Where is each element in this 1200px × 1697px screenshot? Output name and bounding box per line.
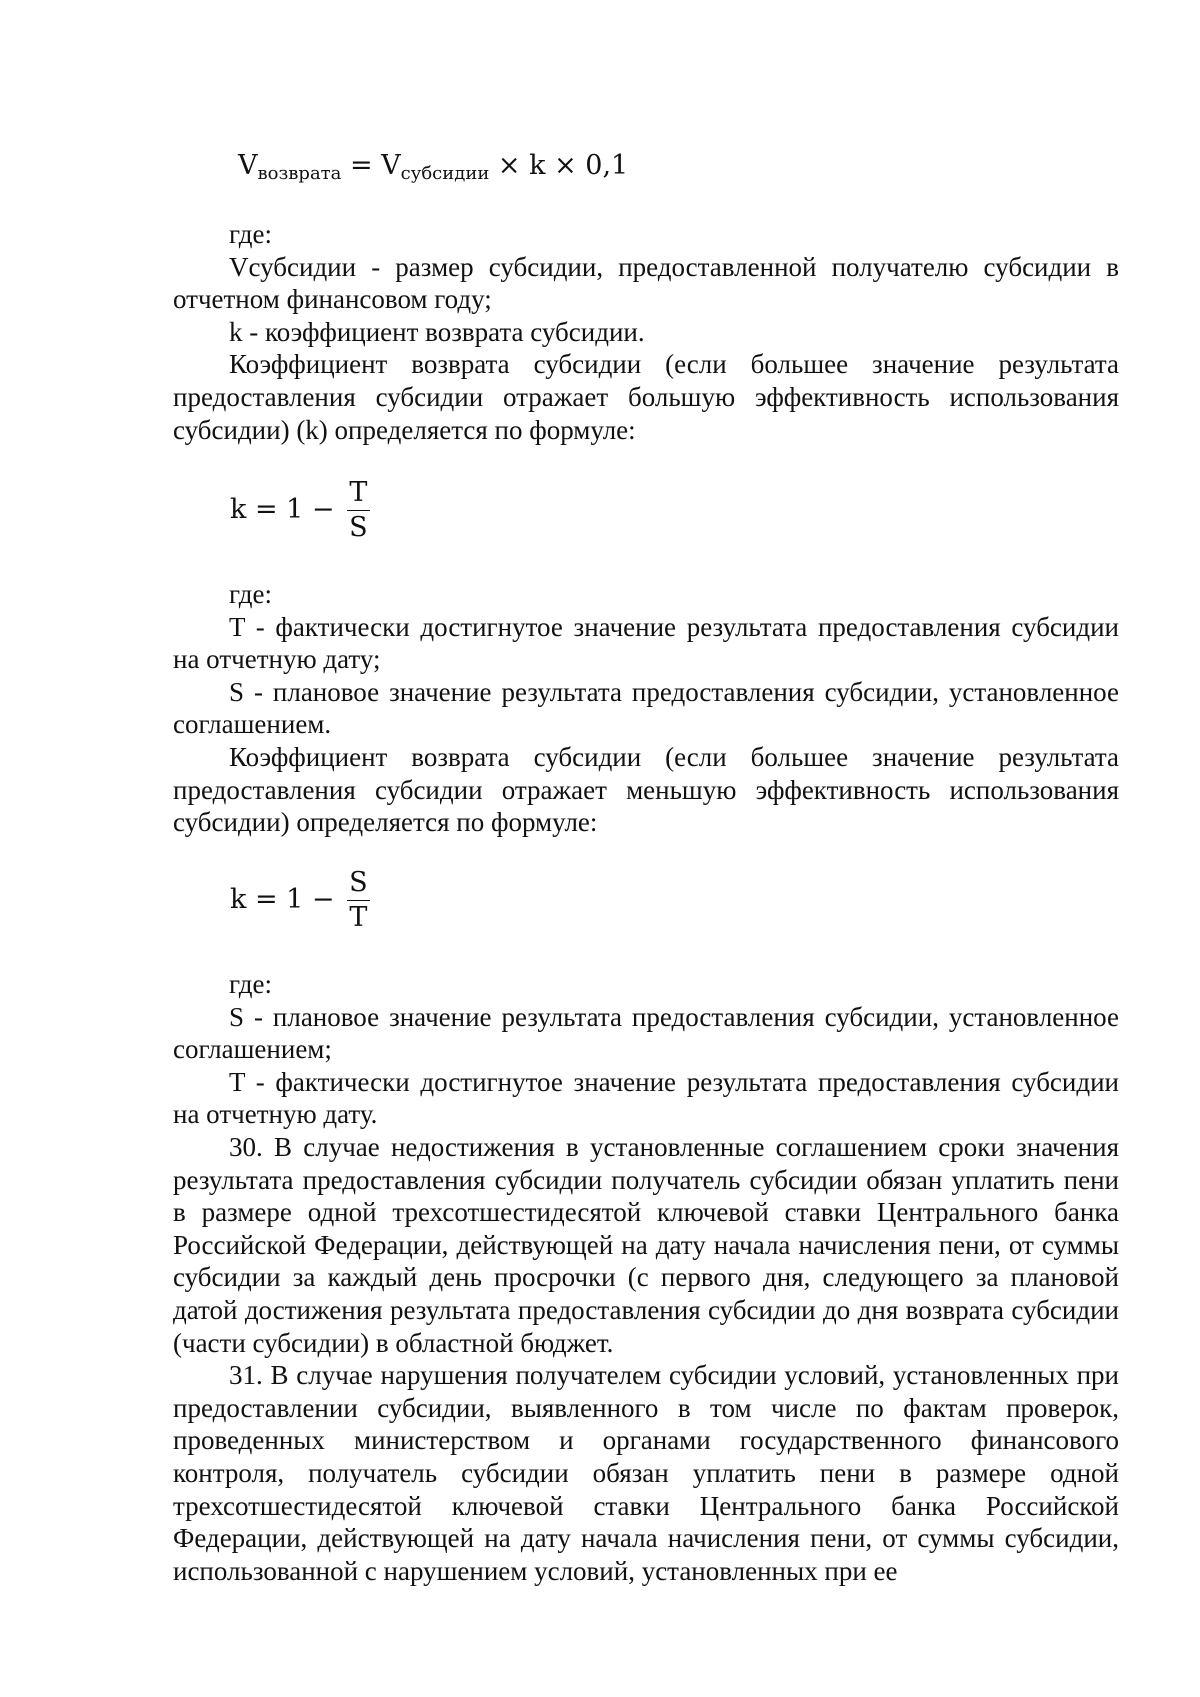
formula-coefficient-1 — [230, 478, 370, 543]
paragraph: T - фактически достигнутое значение результата предоставления субсидии на отчетную дату. — [173, 1066, 1119, 1130]
paragraph: Коэффициент возврата субсидии (если большее значение результата предоставления субсидии отражает большую эффективность использования субсидии) (k) определяется по формуле: — [173, 349, 1119, 445]
paragraph: где: — [229, 969, 272, 999]
formula-equals: = — [341, 150, 382, 181]
formula-v-refund: V — [238, 150, 258, 181]
formula-rest: × k × 0,1 — [489, 150, 629, 181]
text-block-3 — [173, 968, 1119, 1587]
formula-v-subsidy: V — [381, 150, 401, 181]
text-block-2 — [173, 578, 1119, 839]
paragraph: где: — [229, 579, 272, 609]
paragraph: 30. В случае недостижения в установленные соглашением сроки значения результата предоставления субсидии получатель субсидии обязан уплатить пени в размере одной трехсотшестидесятой ключевой ставки Центрального банка Российской Федерации, действующей на дату начала начисления пени, от суммы субсидии за каждый день просрочки (с первого дня, следующего за плановой датой достижения результата предоставления субсидии до дня возврата субсидии (части субсидии) в областной бюджет. — [173, 1131, 1119, 1358]
paragraph: S - плановое значение результата предоставления субсидии, установленное соглашением; — [173, 1001, 1119, 1065]
formula-sub-refund: возврата — [257, 163, 342, 184]
formula-sub-subsidy: субсидии — [400, 163, 490, 184]
text-block-1 — [173, 218, 1119, 446]
paragraph: Коэффициент возврата субсидии (если большее значение результата предоставления субсидии отражает меньшую эффективность использования субсидии) определяется по формуле: — [173, 741, 1119, 838]
paragraph: 31. В случае нарушения получателем субсидии условий, установленных при предоставлении субсидии, выявленного в том числе по фактам проверок, проведенных министерством и органами государственного финансового контроля, получатель субсидии обязан уплатить пени в размере одной трехсотшестидесятой ключевой ставки Центрального банка Российской Федерации, действующей на дату начала начисления пени, от суммы субсидии, использованной с нарушением условий, установленных при ее — [173, 1360, 1119, 1586]
formula-refund-volume — [238, 150, 628, 184]
fraction-numerator: S — [347, 868, 370, 901]
fraction — [347, 478, 370, 543]
paragraph: Vсубсидии - размер субсидии, предоставленной получателю субсидии в отчетном финансовом году; — [173, 251, 1119, 315]
fraction-denominator: T — [349, 902, 368, 933]
formula-lhs: k = 1 − — [230, 494, 335, 525]
paragraph: k - коэффициент возврата субсидии. — [229, 316, 645, 347]
formula-coefficient-2 — [230, 868, 370, 933]
paragraph: где: — [229, 219, 272, 249]
formula-lhs: k = 1 − — [230, 884, 335, 915]
fraction-denominator: S — [349, 512, 368, 543]
fraction — [347, 868, 370, 933]
paragraph: T - фактически достигнутое значение результата предоставления субсидии на отчетную дату; — [173, 611, 1119, 675]
paragraph: S - плановое значение результата предоставления субсидии, установленное соглашением. — [173, 676, 1119, 740]
fraction-numerator: T — [347, 478, 370, 511]
